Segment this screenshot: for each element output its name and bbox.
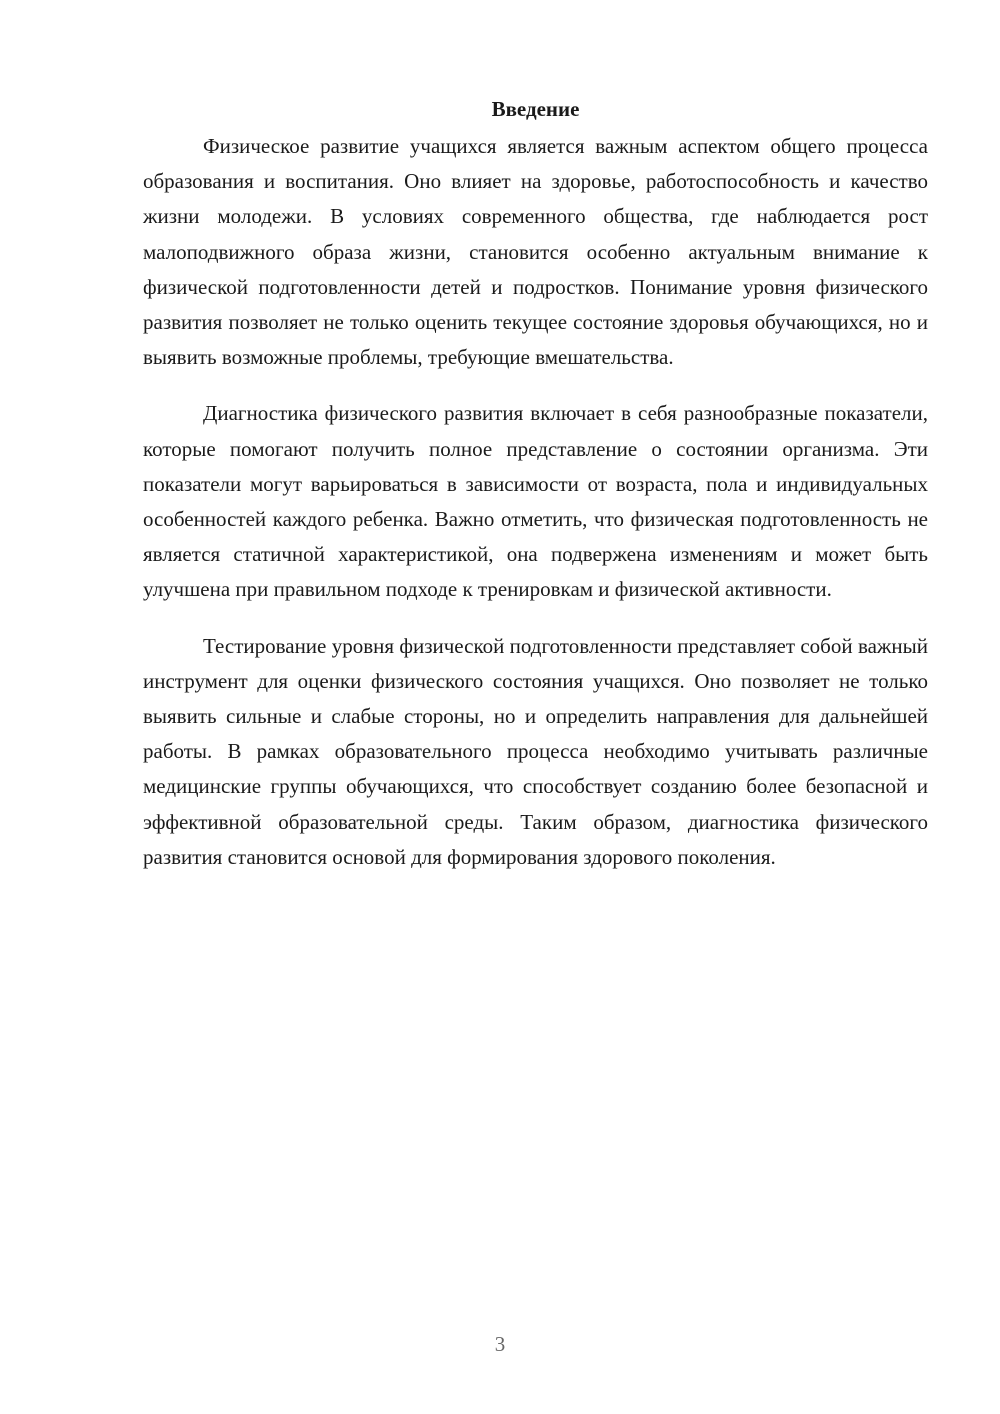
document-body [143, 92, 928, 896]
paragraph-3: Тестирование уровня физической подготовленности представляет собой важный инструмент для оценки физического состояния учащихся. Оно позволяет не только выявить сильные и слабые стороны, но и определить направления для дальнейшей работы. В рамках образовательного процесса необходимо учитывать различные медицинские группы обучающихся, что способствует созданию более безопасной и эффективной образовательной среды. Таким образом, диагностика физического развития становится основой для формирования здорового поколения. [143, 633, 928, 869]
paragraph-1: Физическое развитие учащихся является важным аспектом общего процесса образования и воспитания. Оно влияет на здоровье, работоспособность и качество жизни молодежи. В условиях современного общества, где наблюдается рост малоподвижного образа жизни, становится особенно актуальным внимание к физической подготовленности детей и подростков. Понимание уровня физического развития позволяет не только оценить текущее состояние здоровья обучающихся, но и выявить возможные проблемы, требующие вмешательства. [143, 134, 928, 370]
page-title: Введение [491, 97, 580, 121]
page-number: 3 [494, 1332, 506, 1356]
paragraph-2: Диагностика физического развития включает в себя разнообразные показатели, которые помогают получить полное представление о состоянии организма. Эти показатели могут варьироваться в зависимости от возраста, пола и индивидуальных особенностей каждого ребенка. Важно отметить, что физическая подготовленность не является статичной характеристикой, она подвержена изменениям и может быть улучшена при правильном подходе к тренировкам и физической активности. [143, 401, 928, 602]
